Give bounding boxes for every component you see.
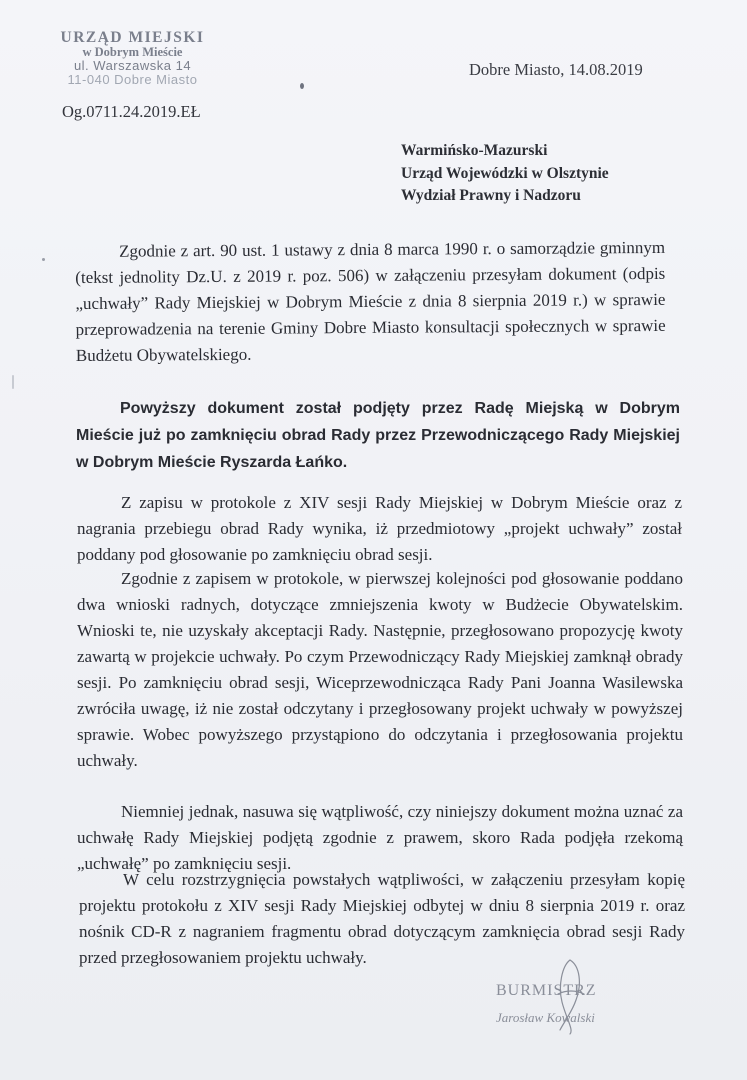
handwritten-signature-icon [540, 956, 600, 1036]
stamp-line-postcode: 11-040 Dobre Miasto [67, 72, 198, 88]
reference-number: Og.0711.24.2019.EŁ [62, 102, 201, 121]
signature-title: BURMISTRZ [496, 982, 597, 999]
letter-date: Dobre Miasto, 14.08.2019 [469, 60, 643, 79]
ink-speck [12, 375, 14, 389]
paragraph-protocol-record: Z zapisu w protokole z XIV sesji Rady Miejskiej w Dobrym Mieście oraz z nagrania przebiegu obrad Rady wynika, iż przedmiotowy „projekt uchwały” został poddany pod głosowanie po zamknięciu obrad sesji. [77, 493, 682, 564]
stamp-line-street: ul. Warszawska 14 [73, 58, 192, 74]
signature-name: Jarosław Kowalski [496, 1010, 595, 1025]
paragraph-bold-notice: Powyższy dokument został podjęty przez Radę Miejską w Dobrym Mieście już po zamknięciu obrad Rady przez Przewodniczącego Rady Miejskiej w Dobrym Mieście Ryszarda Łańko. [76, 400, 680, 471]
paragraph-doubt: Niemniej jednak, nasuwa się wątpliwość, czy niniejszy dokument można uznać za uchwałę Rady Miejskiej podjętą zgodnie z prawem, skoro Rada podjęła rzekomą „uchwałę” po zamknięciu sesji. [77, 802, 683, 873]
ink-speck [300, 83, 304, 89]
addressee-block [401, 140, 609, 208]
addressee-line-3: Wydział Prawny i Nadzoru [401, 187, 581, 204]
addressee-line-1: Warmińsko-Mazurski [401, 142, 548, 159]
addressee-line-2: Urząd Wojewódzki w Olsztynie [401, 164, 609, 182]
ink-speck [42, 258, 45, 261]
paragraph-attachments: W celu rozstrzygnięcia powstałych wątpliwości, w załączeniu przesyłam kopię projektu protokołu z XIV sesji Rady Miejskiej odbytej w dniu 8 sierpnia 2019 r. oraz nośnik CD-R z nagraniem fragmentu obrad dotyczącym zamknięcia obrad sesji Rady przed przegłosowaniem projektu uchwały. [79, 870, 685, 967]
office-stamp [40, 30, 225, 87]
stamp-line-town: w Dobrym Mieście [82, 45, 183, 60]
stamp-line-office: URZĄD MIEJSKI [60, 29, 205, 46]
paragraph-legal-basis: Zgodnie z art. 90 ust. 1 ustawy z dnia 8 marca 1990 r. o samorządzie gminnym (tekst jednolity Dz.U. z 2019 r. poz. 506) w załączeniu przesyłam dokument (odpis „uchwały” Rady Miejskiej w Dobrym Mieście z dnia 8 sierpnia 2019 r.) w sprawie przeprowadzenia na terenie Gminy Dobre Miasto konsultacji społecznych w sprawie Budżetu Obywatelskiego. [75, 237, 666, 365]
paragraph-voting-sequence: Zgodnie z zapisem w protokole, w pierwszej kolejności pod głosowanie poddano dwa wnioski radnych, dotyczące zmniejszenia kwoty w Budżecie Obywatelskim. Wnioski te, nie uzyskały akceptacji Rady. Następnie, przegłosowano propozycję kwoty zawartą w projekcie uchwały. Po czym Przewodniczący Rady Miejskiej zamknął obrady sesji. Po zamknięciu obrad sesji, Wiceprzewodnicząca Rady Pani Joanna Wasilewska zwróciła uwagę, iż nie został odczytany i przegłosowany projekt uchwały w powyższej sprawie. Wobec powyższego przystąpiono do odczytania i przegłosowania projektu uchwały. [77, 569, 683, 770]
